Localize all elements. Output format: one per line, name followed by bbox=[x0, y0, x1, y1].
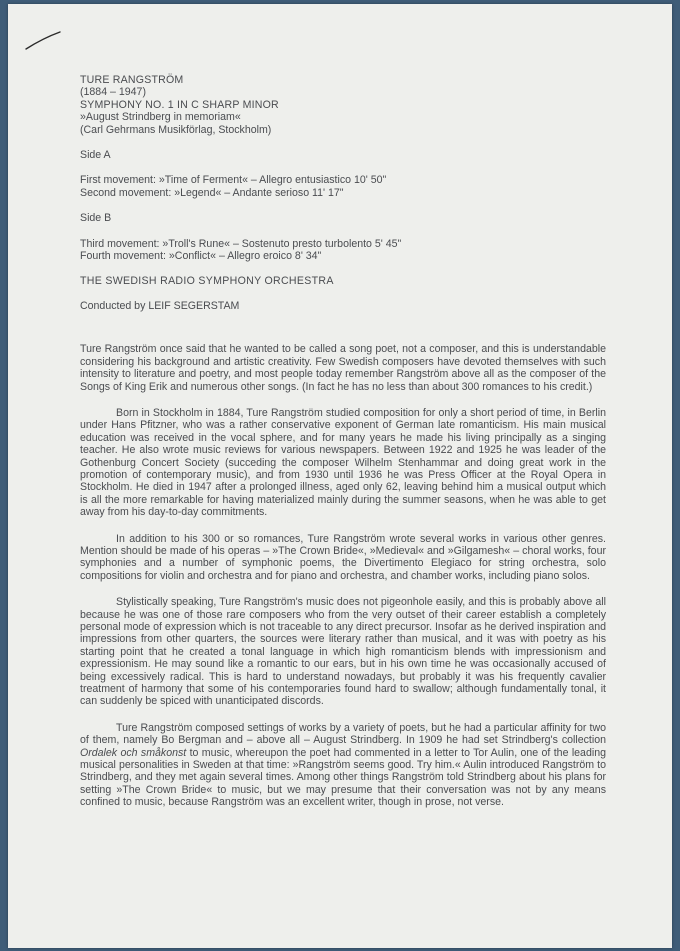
side-a-movements bbox=[80, 174, 606, 199]
document-page bbox=[8, 4, 672, 948]
work-header bbox=[80, 74, 606, 136]
paragraph-works: In addition to his 300 or so romances, Ture Rangström wrote several works in various other genres. Mention should be made of his operas – »The Crown Bride«, »Medieval« and »Gilgamesh« – choral works, four symphonies and a number of symphonic poems, the Divertimento Elegiaco for string orchestra, solo compositions for violin and orchestra and for piano and orchestra, and chamber works, including piano solos. bbox=[80, 532, 606, 582]
composer-name: TURE RANGSTRÖM bbox=[80, 74, 184, 86]
liner-notes bbox=[80, 74, 606, 823]
orchestra-name: THE SWEDISH RADIO SYMPHONY ORCHESTRA bbox=[80, 275, 334, 288]
conductor-line: Conducted by LEIF SEGERSTAM bbox=[80, 299, 240, 312]
side-b-label: Side B bbox=[80, 212, 112, 225]
collection-title: Ordalek och småkonst bbox=[80, 746, 187, 759]
work-title: SYMPHONY NO. 1 IN C SHARP MINOR bbox=[80, 98, 279, 111]
paragraph-intro: Ture Rangström once said that he wanted to be called a song poet, not a composer, and this is understandable considering his background and artistic creativity. Few Swedish composers have devoted themselves with such intensity to literature and poetry, and most people today remember Rangström above all as the composer of the Songs of King Erik and numerous other songs. (In fact he has no less than about 300 romances to his credit.) bbox=[80, 343, 606, 393]
dedication: »August Strindberg in memoriam« bbox=[80, 111, 241, 124]
side-b-movements bbox=[80, 238, 606, 263]
movement-1: First movement: »Time of Ferment« – Allegro entusiastico 10' 50" bbox=[80, 174, 387, 187]
text-after-title: to music, whereupon the poet had commented in a letter to Tor Aulin, one of the leading musical personalities in Sweden at that time: »Rangström seems good. Try him.« Aulin introduced Rangström to Strindberg, and they met again several times. Among other things Rangström told Strindberg about his plans for setting »The Crown Bride« to music, but we may presume that their conversation was not by any means confined to music, because Rangström was an excellent writer, though in prose, not verse. bbox=[80, 746, 606, 809]
paragraph-style: Stylistically speaking, Ture Rangström's music does not pigeonhole easily, and this is probably above all because he was one of those rare composers who from the very outset of their career establish a completely personal mode of expression which is not traceable to any direct precursor. Insofar as he derived inspiration and impressions from other quarters, the sources were literary rather than musical, and it was with poetry as his starting point that he created a tonal language in which high romanticism blends with impressionism and expressionism. He may sound like a romantic to our ears, but in his own time he was occasionally accused of being excessively radical. This is hard to understand nowadays, but probably it was his frequently cavalier treatment of harmony that some of his contemporaries found hard to swallow; although fundamentally tonal, it can suddenly be spiced with unanticipated discords. bbox=[80, 596, 606, 708]
pen-mark bbox=[23, 30, 63, 54]
movement-4: Fourth movement: »Conflict« – Allegro eroico 8' 34" bbox=[80, 250, 322, 263]
movement-3: Third movement: »Troll's Rune« – Sostenuto presto turbolento 5' 45" bbox=[80, 237, 402, 250]
publisher: (Carl Gehrmans Musikförlag, Stockholm) bbox=[80, 123, 272, 136]
movement-2: Second movement: »Legend« – Andante serioso 11' 17" bbox=[80, 186, 344, 199]
text-before-title: Ture Rangström composed settings of works by a variety of poets, but he had a particular affinity for two of them, namely Bo Bergman and – above all – August Strindberg. In 1909 he had set Strindberg's collection bbox=[80, 721, 606, 747]
paragraph-biography: Born in Stockholm in 1884, Ture Rangström studied composition for only a short period of time, in Berlin under Hans Pfitzner, who was a rather conservative exponent of German late romanticism. His main musical education was received in the vocal sphere, and for many years he made his living principally as a singing teacher. He also wrote music reviews for various newspapers. Between 1922 and 1925 he was leader of the Gothenburg Concert Society (succeding the composer Wilhelm Stenhammar and doing great work in the promotion of contemporary music), and from 1930 until 1936 he was Press Officer at the Royal Opera in Stockholm. He died in 1947 after a prolonged illness, aged only 62, leaving behind him a musical output which is all the more remarkable for having materialized mainly during the summer seasons, when he was able to get away from his day-to-day commitments. bbox=[80, 406, 606, 519]
paragraph-strindberg bbox=[80, 722, 606, 809]
side-a-label: Side A bbox=[80, 149, 111, 162]
composer-dates: (1884 – 1947) bbox=[80, 86, 146, 99]
